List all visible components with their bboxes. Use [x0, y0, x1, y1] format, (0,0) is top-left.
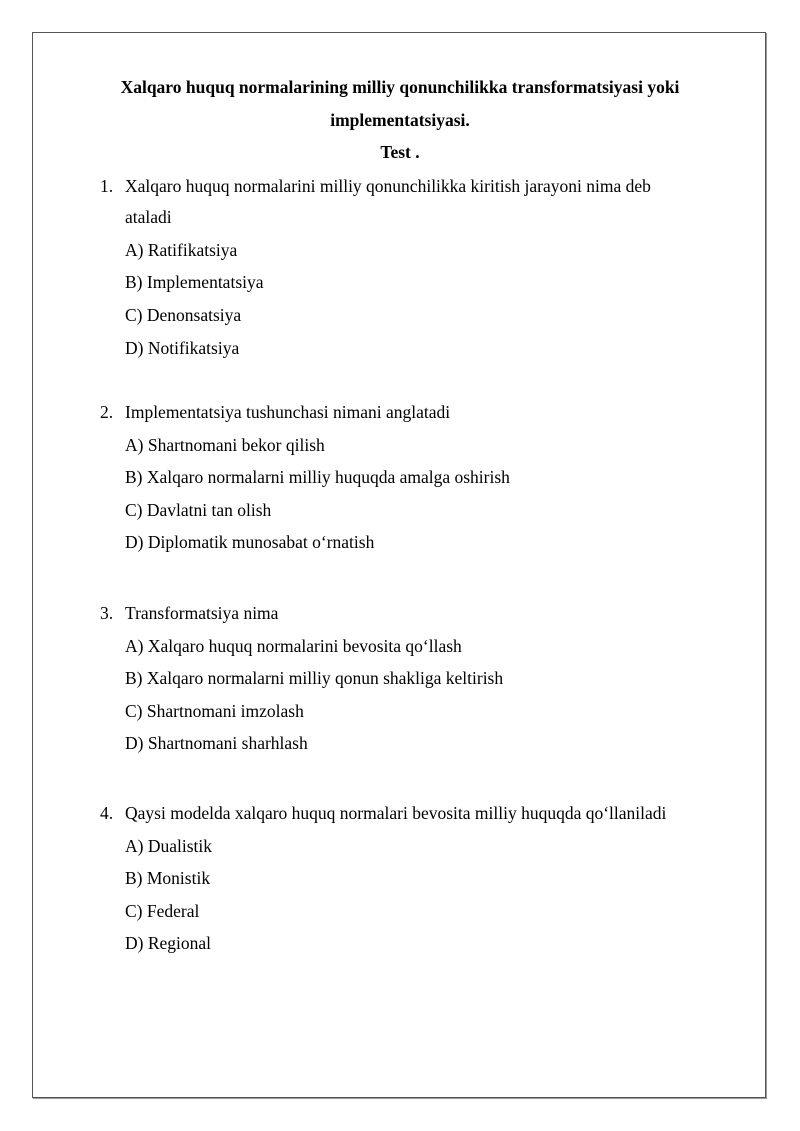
answer-option: A) Shartnomani bekor qilish — [125, 435, 325, 455]
answer-option: A) Ratifikatsiya — [125, 240, 238, 260]
answer-option: D) Diplomatik munosabat o‘rnatish — [125, 532, 375, 552]
question-number: 4. — [100, 803, 114, 823]
answer-option: D) Regional — [125, 933, 212, 953]
answer-option: D) Notifikatsiya — [125, 338, 240, 358]
document-title-line-1: Xalqaro huquq normalarining milliy qonunchilikka transformatsiyasi yoki — [120, 77, 680, 97]
question-number: 3. — [100, 603, 114, 623]
answer-option: A) Dualistik — [125, 836, 213, 856]
answer-option: B) Implementatsiya — [125, 272, 264, 292]
answer-option: C) Federal — [125, 901, 200, 921]
answer-option: C) Denonsatsiya — [125, 305, 242, 325]
answer-option: D) Shartnomani sharhlash — [125, 733, 308, 753]
question-number: 1. — [100, 176, 114, 196]
question-number: 2. — [100, 402, 114, 422]
answer-option: C) Shartnomani imzolash — [125, 701, 304, 721]
answer-option: A) Xalqaro huquq normalarini bevosita qo‘llash — [125, 636, 462, 656]
question-text: Transformatsiya nima — [125, 603, 279, 623]
question-text: Implementatsiya tushunchasi nimani anglatadi — [125, 402, 451, 422]
answer-option: B) Xalqaro normalarni milliy qonun shakliga keltirish — [125, 668, 504, 688]
question-text: Xalqaro huquq normalarini milliy qonunchilikka kiritish jarayoni nima deb — [125, 176, 651, 196]
answer-option: B) Monistik — [125, 868, 211, 888]
answer-option: B) Xalqaro normalarni milliy huquqda amalga oshirish — [125, 467, 510, 487]
answer-option: C) Davlatni tan olish — [125, 500, 272, 520]
document-title-line-2: implementatsiyasi. — [330, 110, 470, 130]
question-text-continuation: ataladi — [125, 207, 172, 227]
document-subtitle: Test . — [380, 142, 420, 162]
question-text: Qaysi modelda xalqaro huquq normalari bevosita milliy huquqda qo‘llaniladi — [125, 803, 667, 823]
